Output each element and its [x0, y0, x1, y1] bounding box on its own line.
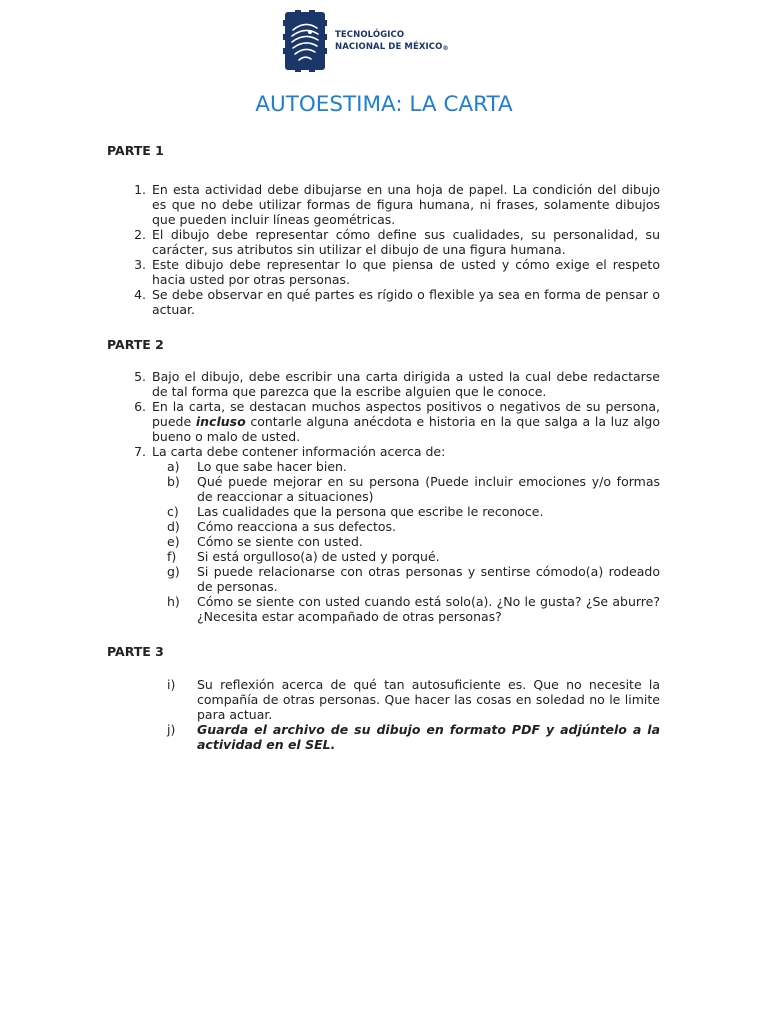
parte-2-sublist — [167, 459, 660, 624]
list-item — [167, 677, 660, 722]
item-text: Este dibujo debe representar lo que piensa de usted y cómo exige el respeto hacia usted por otras personas. — [152, 257, 660, 287]
item-letter: d) — [167, 519, 180, 534]
item-letter: a) — [167, 459, 180, 474]
item-text: Su reflexión acerca de qué tan autosuficiente es. Que no necesite la compañía de otras personas. Que hacer las cosas en soledad no le limite para actuar. — [197, 677, 660, 722]
item-number: 4. — [134, 287, 146, 302]
item-number: 6. — [134, 399, 146, 414]
list-item — [134, 444, 660, 459]
page-title: AUTOESTIMA: LA CARTA — [255, 92, 513, 117]
item-text: Cómo se siente con usted. — [197, 534, 363, 549]
list-item — [167, 549, 660, 564]
parte-2-list — [134, 369, 660, 459]
list-item — [134, 182, 660, 227]
logo-line-2: NACIONAL DE MÉXICO® — [335, 42, 449, 52]
item-letter: i) — [167, 677, 176, 692]
parte-3-list — [167, 677, 660, 752]
list-item — [167, 459, 660, 474]
item-text: Qué puede mejorar en su persona (Puede incluir emociones y/o formas de reaccionar a situaciones) — [197, 474, 660, 504]
list-item — [167, 534, 660, 549]
item-letter: e) — [167, 534, 180, 549]
item-letter: j) — [167, 722, 176, 737]
list-item — [167, 474, 660, 504]
item-text: Bajo el dibujo, debe escribir una carta dirigida a usted la cual debe redactarse de tal forma que parezca que la escribe alguien que le conoce. — [152, 369, 660, 399]
item-text: En la carta, se destacan muchos aspectos positivos o negativos de su persona, puede — [152, 399, 660, 429]
item-text: contarle alguna anécdota e historia en la que salga a la luz algo bueno o malo de usted. — [152, 414, 660, 444]
item-text: Las cualidades que la persona que escribe le reconoce. — [197, 504, 544, 519]
list-item — [167, 564, 660, 594]
list-item — [167, 722, 660, 752]
section-heading-parte-1: PARTE 1 — [107, 143, 164, 158]
item-letter: c) — [167, 504, 179, 519]
item-number: 7. — [134, 444, 146, 459]
logo-line-1: TECNOLÓGICO — [335, 30, 405, 40]
item-text: Si está orgulloso(a) de usted y porqué. — [197, 549, 440, 564]
item-number: 3. — [134, 257, 146, 272]
section-heading-parte-2: PARTE 2 — [107, 337, 164, 352]
list-item — [167, 594, 660, 624]
item-letter: b) — [167, 474, 180, 489]
parte-1-list — [134, 182, 660, 317]
item-number: 5. — [134, 369, 146, 384]
logo-wordmark — [335, 29, 449, 55]
registered-mark: ® — [442, 45, 449, 52]
item-text: Cómo reacciona a sus defectos. — [197, 519, 396, 534]
list-item — [134, 287, 660, 317]
emphasis-text: incluso — [195, 414, 246, 429]
item-letter: f) — [167, 549, 177, 564]
item-number: 2. — [134, 227, 146, 242]
item-text: El dibujo debe representar cómo define sus cualidades, su personalidad, su carácter, sus atributos sin utilizar el dibujo de una figura humana. — [152, 227, 660, 257]
list-item — [134, 257, 660, 287]
list-item — [167, 519, 660, 534]
list-item — [167, 504, 660, 519]
item-letter: g) — [167, 564, 180, 579]
item-text: Cómo se siente con usted cuando está solo(a). ¿No le gusta? ¿Se aburre? ¿Necesita estar acompañado de otras personas? — [197, 594, 660, 624]
tecnm-logo-icon — [283, 10, 327, 72]
item-text: Se debe observar en qué partes es rígido o flexible ya sea en forma de pensar o actuar. — [152, 287, 660, 317]
item-number: 1. — [134, 182, 146, 197]
item-text: Guarda el archivo de su dibujo en formato PDF y adjúntelo a la actividad en el SEL. — [197, 722, 660, 752]
item-letter: h) — [167, 594, 180, 609]
list-item — [134, 399, 660, 444]
header — [0, 8, 768, 74]
item-text: Lo que sabe hacer bien. — [197, 459, 347, 474]
list-item — [134, 369, 660, 399]
section-heading-parte-3: PARTE 3 — [107, 644, 164, 659]
item-text: Si puede relacionarse con otras personas y sentirse cómodo(a) rodeado de personas. — [197, 564, 660, 594]
list-item — [134, 227, 660, 257]
item-text: La carta debe contener información acerca de: — [152, 444, 446, 459]
item-text: En esta actividad debe dibujarse en una hoja de papel. La condición del dibujo es que no debe utilizar formas de figura humana, ni frases, solamente dibujos que pueden incluir líneas geométricas. — [152, 182, 660, 227]
